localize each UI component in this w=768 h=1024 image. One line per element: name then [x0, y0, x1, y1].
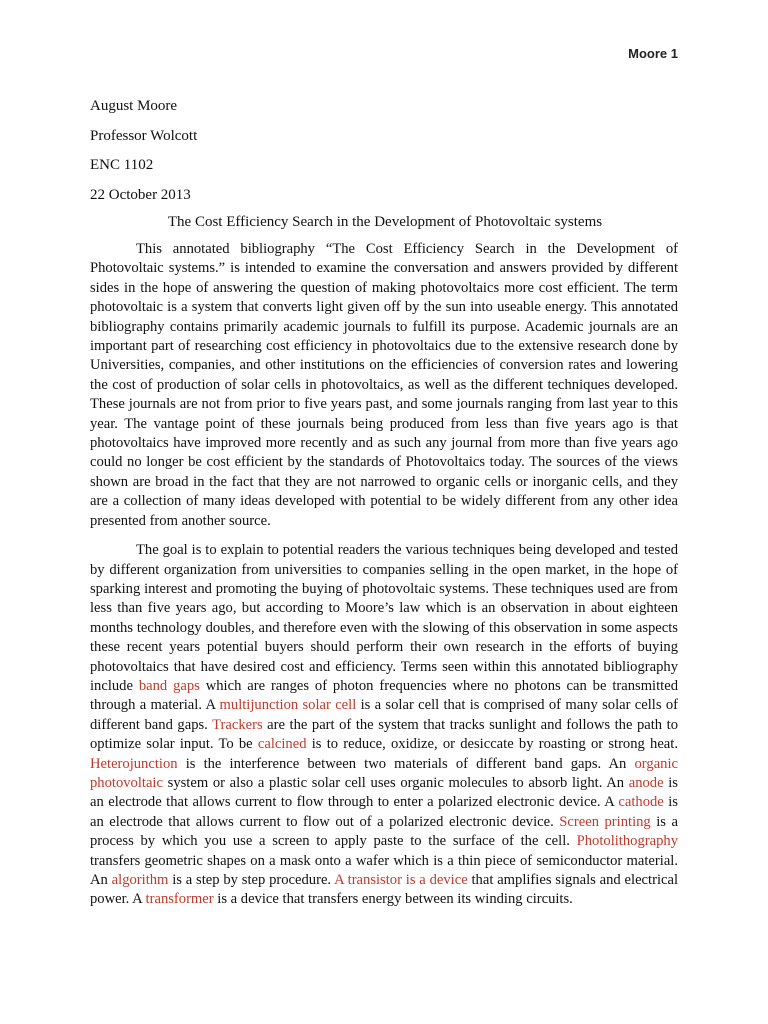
body-text-span: is a step by step procedure. [168, 872, 335, 888]
term-cathode: cathode [618, 794, 664, 811]
term-multijunction-solar-cell: multijunction solar cell [219, 697, 357, 714]
term-heterojunction: Heterojunction [90, 755, 178, 772]
body-text-span: is a process by which you use a screen to apply paste to the surface of the cell. [90, 813, 678, 850]
body-text-span: that amplifies signals and electrical power. A [90, 872, 679, 908]
body-text-span: is the interference between two materials of different band gaps. An [177, 755, 635, 772]
term-screen-printing: Screen printing [559, 813, 651, 830]
term-calcined: calcined [257, 736, 307, 753]
term-photolithography: Photolithography [576, 833, 678, 850]
essay-body [90, 240, 678, 920]
essay-date: 22 October 2013 [90, 186, 191, 203]
body-text-span: is a device that transfers energy between its winding circuits. [213, 891, 573, 908]
body-text-span: are the part of the system that tracks sunlight and follows the path to optimize solar input. To be [90, 716, 678, 753]
body-text-span: is a solar cell that is comprised of many solar cells of different band gaps. [90, 697, 678, 733]
term-transformer: transformer [145, 891, 214, 908]
professor-name: Professor Wolcott [90, 127, 198, 144]
term-anode: anode [628, 774, 664, 791]
term-transistor: A transistor is a device [334, 872, 468, 888]
body-text-span: is to reduce, oxidize, or desiccate by roasting or strong heat. [306, 736, 678, 753]
body-text-span: system or also a plastic solar cell uses organic molecules to absorb light. An [162, 774, 629, 791]
term-trackers: Trackers [212, 716, 263, 733]
body-text-span: is an electrode that allows current to flow through to enter a polarized electronic device. A [90, 774, 678, 811]
paragraph-terms [90, 541, 678, 910]
body-text-span: transfers geometric shapes on a mask onto a wafer which is a thin piece of semiconductor material. An [90, 852, 678, 888]
essay-title: The Cost Efficiency Search in the Development of Photovoltaic systems [167, 214, 603, 230]
body-text-span: The goal is to explain to potential readers the various techniques being developed and tested by different organization from universities to companies selling in the open market, in the hope of sparking interest and promoting the buying of photovoltaic systems. These techniques used are from less than five years ago, but according to Moore’s law which is an observation in about eighteen months technology doubles, and therefore even with the slowing of this observation in some aspects these recent years potential buyers should perform their own research in the efforts of buying photovoltaics that have desired cost and efficiency. Terms seen within this annotated bibliography include [90, 542, 678, 694]
author-name: August Moore [90, 98, 178, 114]
body-text-span: which are ranges of photon frequencies where no photons can be transmitted through a material. A [90, 677, 678, 714]
body-text-span: is an electrode that allows current to flow out of a polarized electronic device. [90, 794, 678, 830]
term-organic-photovoltaic: organic photovoltaic [90, 755, 678, 791]
running-head: Moore 1 [628, 46, 678, 61]
term-algorithm: algorithm [111, 872, 169, 888]
term-band-gaps: band gaps [138, 677, 200, 694]
paragraph-intro: This annotated bibliography “The Cost Efficiency Search in the Development of Photovoltaic systems.” is intended to examine the conversation and answers provided by different sides in the hope of answering the question of making photovoltaics more cost efficient. The term photovoltaic is a system that converts light given off by the sun into useable energy. This annotated bibliography contains primarily academic journals to fulfill its purpose. Academic journals are an important part of researching cost efficiency in photovoltaics due to the extensive research done by Universities, companies, and other institutions on the efficiencies of conversion rates and lowering the cost of production of solar cells in photovoltaics, as well as the different techniques developed. These journals are not from prior to five years past, and some journals ranging from last year to this year. The vantage point of these journals being produced from less than five years ago is that photovoltaics have improved more recently and as such any journal from more than five years ago could no longer be cost efficient by the standards of Photovoltaics today. The sources of the views shown are broad in the fact that they are not narrowed to organic cells or inorganic cells, and they are a collection of many ideas developed with potential to be widely different from any other idea presented from another source. [90, 241, 678, 529]
course-code: ENC 1102 [90, 157, 154, 173]
heading-block [90, 92, 680, 210]
